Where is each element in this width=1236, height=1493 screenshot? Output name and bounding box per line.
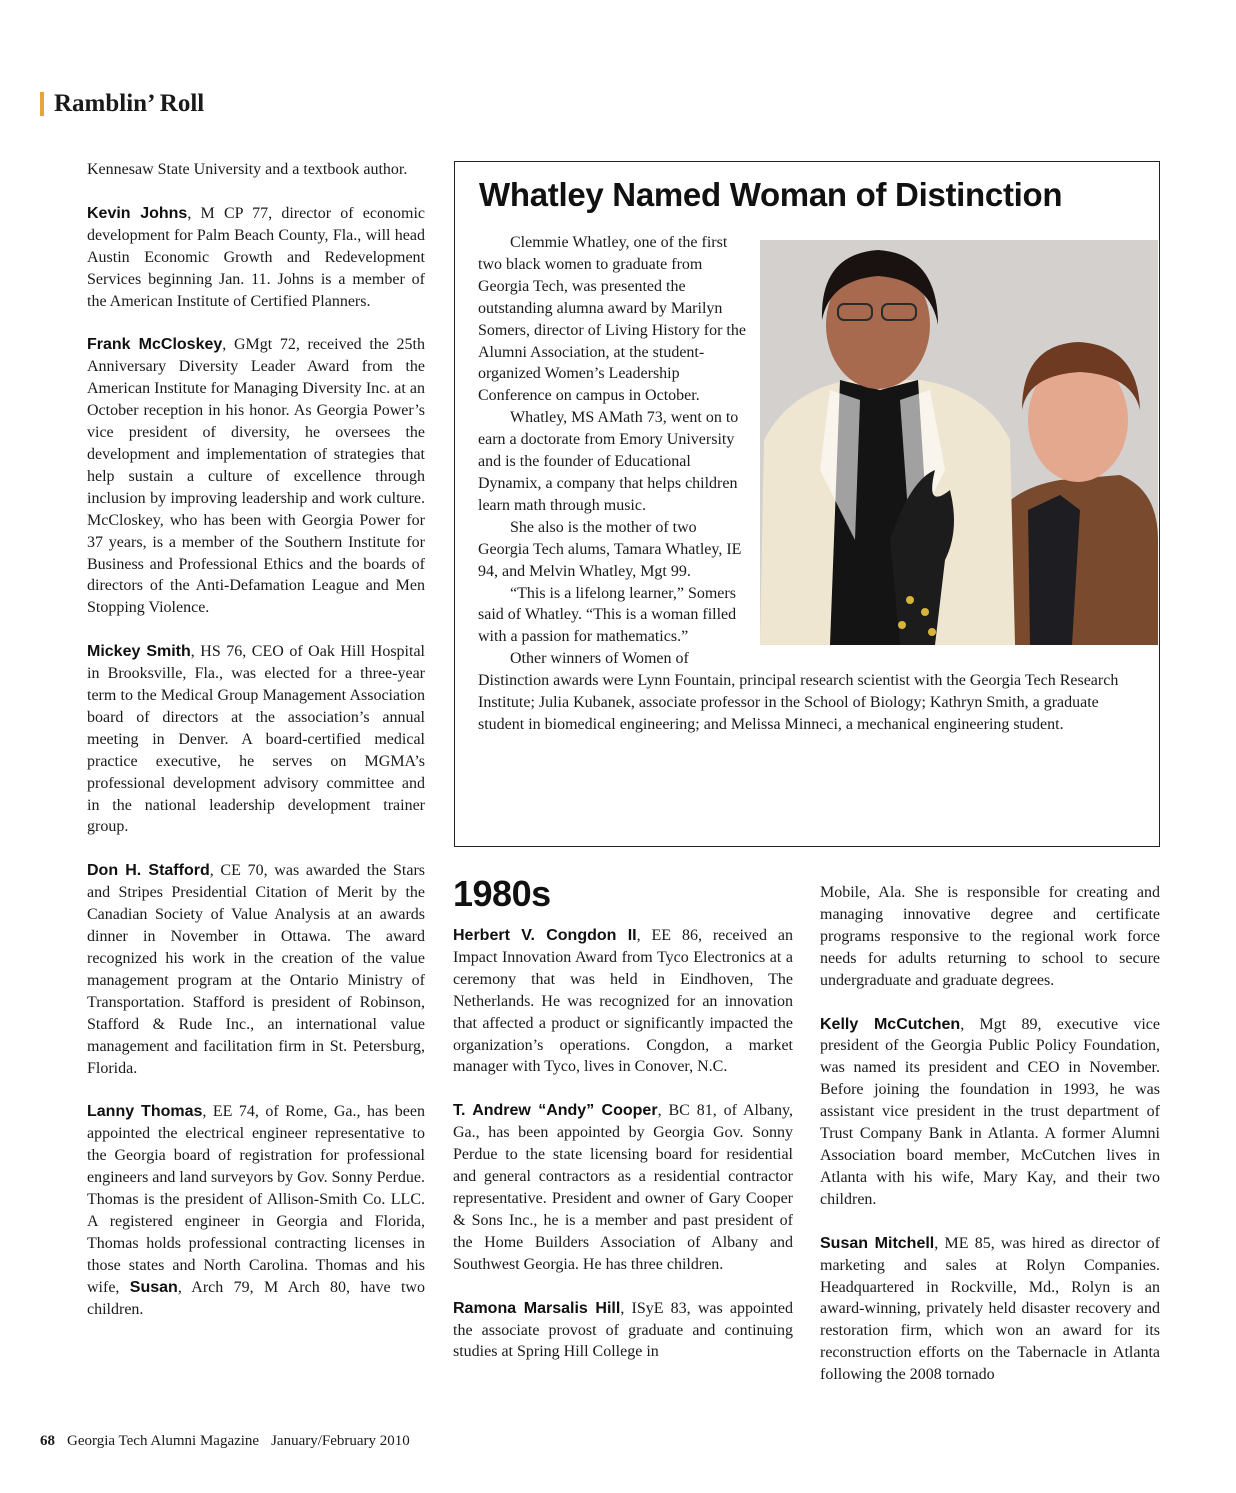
column-3-intro: Mobile, Ala. She is responsible for creating and managing innovative degree and certificate programs responsive to the regional work force needs for adults returning to school to secure undergraduate and graduate degrees. (820, 884, 1160, 989)
entry-text: , M CP 77, director of economic development for Palm Beach County, Fla., will head Austin Economic Growth and Redevelopment Services beginning Jan. 11. Johns is a member of the American Institute of Certified Planners. (87, 204, 425, 310)
column-1-intro: Kennesaw State University and a textbook author. (87, 161, 408, 178)
sidebar-paragraph: She also is the mother of two Georgia Tech alums, Tamara Whatley, IE 94, and Melvin Whatley, Mgt 99. (478, 518, 742, 580)
column-2 (453, 925, 793, 1385)
whatley-somers-photo (760, 240, 1158, 645)
sidebar-paragraph: Clemmie Whatley, one of the first two black women to graduate from Georgia Tech, was presented the outstanding alumna award by Marilyn Somers, director of Living History for the Alumni Association, at the student-organized Women’s Leadership Conference on campus in October. (478, 234, 746, 405)
entry-text: , CE 70, was awarded the Stars and Stripes Presidential Citation of Merit by the Canadian Society of Value Analysis at an awards dinner in November in Ottawa. The award recognized his work in the creation of the value management program at the Ontario Ministry of Transportation. Stafford is president of Robinson, Stafford & Rude Inc., an international value management and facilitation firm in St. Petersburg, Florida. (87, 862, 426, 1077)
feature-sidebar-box (454, 161, 1160, 847)
column-1 (87, 159, 425, 1343)
portrait-illustration (760, 240, 1158, 645)
sidebar-body (478, 232, 1142, 736)
decade-heading: 1980s (453, 873, 551, 914)
section-header (40, 90, 204, 118)
entry-name: Mickey Smith (87, 643, 191, 661)
entry-name: Ramona Marsalis Hill (453, 1299, 621, 1317)
entry-text: , EE 74, of Rome, Ga., has been appointed the electrical engineer representative to the Georgia board of registration for professional engineers and land surveyors by Gov. Sonny Perdue. Thomas is the president of Allison-Smith Co. LLC. A registered engineer in Georgia and Florida, Thomas holds professional contracting licenses in those states and North Carolina. Thomas and his wife, (87, 1103, 426, 1296)
entry-frank-mccloskey (87, 334, 425, 619)
magazine-name: Georgia Tech Alumni Magazine (67, 1433, 260, 1449)
entry-susan-mitchell (820, 1233, 1160, 1386)
column-3 (820, 882, 1160, 1408)
entry-name: T. Andrew “Andy” Cooper (453, 1102, 658, 1120)
entry-don-stafford (87, 860, 425, 1079)
sidebar-headline: Whatley Named Woman of Distinction (479, 176, 1063, 213)
page-footer (40, 1433, 410, 1450)
entry-name: Don H. Stafford (87, 862, 210, 880)
entry-lanny-thomas (87, 1101, 425, 1320)
page-number: 68 (40, 1433, 55, 1449)
sidebar-paragraph: Whatley, MS AMath 73, went on to earn a doctorate from Emory University and is the founder of Educational Dynamix, a company that helps children learn math through music. (478, 409, 739, 514)
sidebar-paragraph: “This is a lifelong learner,” Somers said of Whatley. “This is a woman filled with a passion for mathematics.” (478, 584, 737, 646)
entry-text: , GMgt 72, received the 25th Anniversary Diversity Leader Award from the American Institute for Managing Diversity Inc. at an October reception in his honor. As Georgia Power’s vice president of diversity, he oversees the development and implementation of strategies that help sustain a culture of excellence through inclusion by improving leadership and work culture. McCloskey, who has been with Georgia Power for 37 years, is a member of the Southern Institute for Business and Professional Ethics and the boards of directors of the Anti-Defamation League and Men Stopping Violence. (87, 336, 425, 617)
entry-name: Herbert V. Congdon II (453, 927, 637, 944)
entry-ramona-hill (453, 1298, 793, 1364)
entry-name: Lanny Thomas (87, 1103, 203, 1121)
entry-text: , BC 81, of Albany, Ga., has been appointed by Georgia Gov. Sonny Perdue to the state licensing board for residential and general contractors as a residential contractor representative. President and owner of Gary Cooper & Sons Inc., he is a member and past president of the Home Builders Association of Albany and Southwest Georgia. He has three children. (453, 1102, 794, 1273)
entry-name: Susan Mitchell (820, 1234, 935, 1252)
entry-text: , ISyE 83, was appointed the associate provost of graduate and continuing studies at Spring Hill College in (453, 1299, 793, 1361)
entry-text: , ME 85, was hired as director of marketing and sales at Rolyn Companies. Headquartered in Rockville, Md., Rolyn is an award-winning, privately held disaster recovery and restoration firm, which won an award for its reconstruction efforts on the Tabernacle in Atlanta following the 2008 tornado (820, 1234, 1160, 1384)
entry-text: , HS 76, CEO of Oak Hill Hospital in Brooksville, Fla., was elected for a three-year term to the Medical Group Management Association board of directors at the association’s annual meeting in Denver. A board-certified medical practice executive, he serves on MGMA’s professional development advisory committee and in the national leadership development trainer group. (87, 643, 425, 836)
section-title: Ramblin’ Roll (54, 90, 205, 117)
section-accent-bar (40, 92, 44, 116)
entry-name: Kevin Johns (87, 204, 188, 222)
entry-name-secondary: Susan (129, 1278, 178, 1296)
issue-date: January/February 2010 (271, 1433, 410, 1449)
entry-andy-cooper (453, 1100, 793, 1275)
entry-herbert-congdon (453, 925, 793, 1078)
entry-name: Frank McCloskey (87, 336, 223, 354)
entry-kevin-johns (87, 203, 425, 313)
entry-text-secondary: , Arch 79, M Arch 80, have two children. (87, 1278, 425, 1318)
entry-name: Kelly McCutchen (820, 1015, 961, 1033)
entry-kelly-mccutchen (820, 1014, 1160, 1211)
entry-text: , Mgt 89, executive vice president of the Georgia Public Policy Foundation, was named its president and CEO in November. Before joining the foundation in 1993, he was assistant vice president in the trust department of Trust Company Bank in Atlanta. A former Alumni Association board member, McCutchen lives in Atlanta with his wife, Mary Kay, and their two children. (820, 1015, 1160, 1208)
entry-mickey-smith (87, 641, 425, 838)
entry-text: , EE 86, received an Impact Innovation Award from Tyco Electronics at a ceremony that was held in Eindhoven, The Netherlands. He was recognized for an innovation that affected a product or significantly impacted the organization’s operations. Congdon, a market manager with Tyco, lives in Conover, N.C. (453, 927, 794, 1076)
sidebar-paragraph: Other winners of Women of Distinction awards were Lynn Fountain, principal research scientist with the Georgia Tech Research Institute; Julia Kubanek, associate professor in the School of Biology; Kathryn Smith, a graduate student in biomedical engineering; and Melissa Minneci, a mechanical engineering student. (478, 650, 1119, 733)
